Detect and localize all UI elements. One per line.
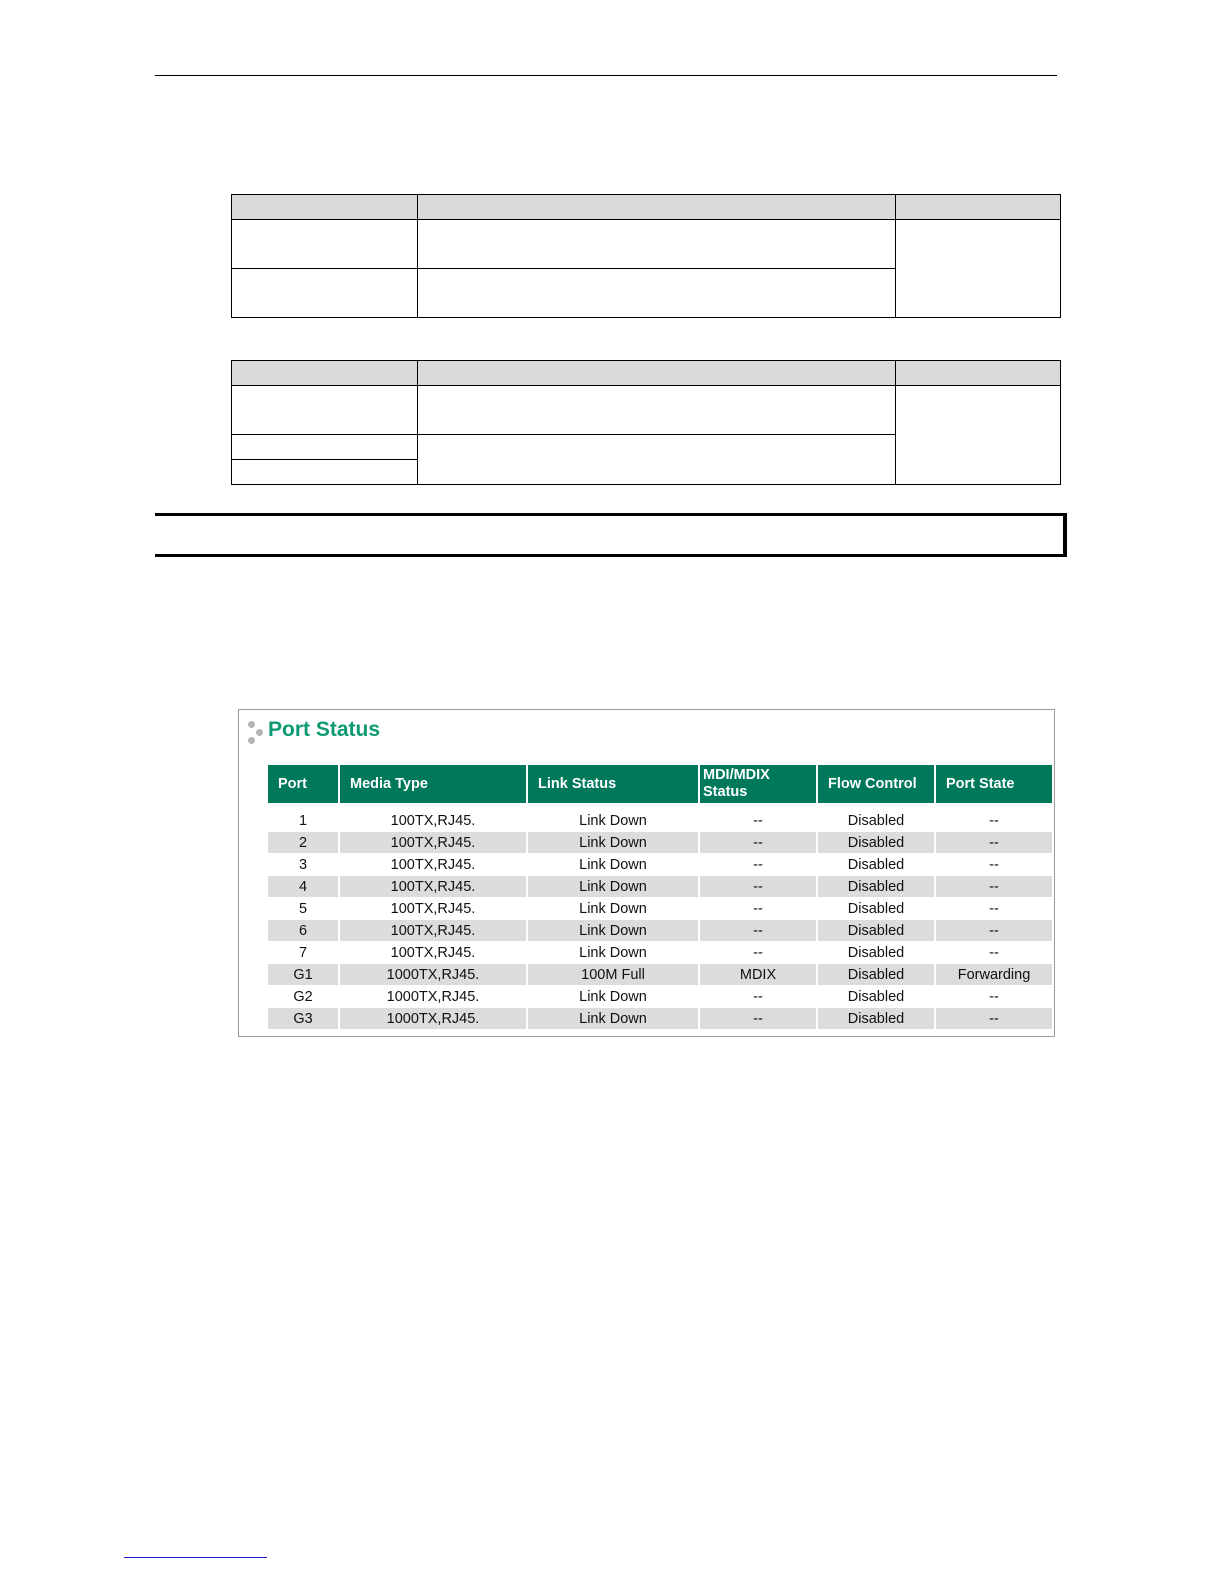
cell-port-state: -- [936, 876, 1052, 898]
cell-flow-control: Disabled [818, 854, 934, 876]
cell-port-state: Forwarding [936, 964, 1052, 986]
cell-mdi-mdix-status: -- [700, 898, 816, 920]
cell-port-state: -- [936, 832, 1052, 854]
column-header-media-type: Media Type [340, 765, 526, 810]
cell-link-status: Link Down [528, 920, 698, 942]
cell-flow-control: Disabled [818, 964, 934, 986]
cell-media-type: 100TX,RJ45. [340, 832, 526, 854]
cell-media-type: 100TX,RJ45. [340, 898, 526, 920]
cell-port: 1 [268, 810, 338, 832]
cell-mdi-mdix-status: -- [700, 1008, 816, 1030]
table-row [268, 810, 1052, 832]
table-row [268, 986, 1052, 1008]
cell-flow-control: Disabled [818, 810, 934, 832]
port-status-table [266, 765, 1054, 1030]
three-dot-bullet-icon [246, 721, 266, 745]
cell-flow-control: Disabled [818, 832, 934, 854]
cell-mdi-mdix-status: -- [700, 876, 816, 898]
cell-link-status: Link Down [528, 1008, 698, 1030]
cell-port-state: -- [936, 854, 1052, 876]
cell-port: 3 [268, 854, 338, 876]
cell-media-type: 100TX,RJ45. [340, 854, 526, 876]
table-row [268, 854, 1052, 876]
table-row [232, 386, 1061, 435]
cell-port: 7 [268, 942, 338, 964]
cell-link-status: 100M Full [528, 964, 698, 986]
cell-port-state: -- [936, 1008, 1052, 1030]
cell-port: 5 [268, 898, 338, 920]
table-row [268, 964, 1052, 986]
cell-port-state: -- [936, 810, 1052, 832]
table-header-row [232, 361, 1061, 386]
cell-link-status: Link Down [528, 810, 698, 832]
cell-port-state: -- [936, 898, 1052, 920]
port-status-rows [268, 810, 1052, 1030]
cell-link-status: Link Down [528, 898, 698, 920]
table-row [232, 220, 1061, 269]
cell-media-type: 1000TX,RJ45. [340, 964, 526, 986]
cell-flow-control: Disabled [818, 1008, 934, 1030]
settings-table-1 [231, 194, 1061, 318]
cell-flow-control: Disabled [818, 876, 934, 898]
cell-media-type: 100TX,RJ45. [340, 942, 526, 964]
page-header-rule [155, 75, 1057, 76]
cell-flow-control: Disabled [818, 920, 934, 942]
table-header-row [268, 765, 1052, 810]
cell-port-state: -- [936, 920, 1052, 942]
cell-port: 6 [268, 920, 338, 942]
cell-port: G2 [268, 986, 338, 1008]
cell-media-type: 1000TX,RJ45. [340, 986, 526, 1008]
cell-media-type: 100TX,RJ45. [340, 810, 526, 832]
footer-link-underline [124, 1557, 267, 1558]
table-header-row [232, 195, 1061, 220]
column-header-port: Port [268, 765, 338, 810]
cell-mdi-mdix-status: -- [700, 986, 816, 1008]
cell-mdi-mdix-status: MDIX [700, 964, 816, 986]
table-row [268, 942, 1052, 964]
cell-link-status: Link Down [528, 832, 698, 854]
cell-flow-control: Disabled [818, 986, 934, 1008]
cell-media-type: 1000TX,RJ45. [340, 1008, 526, 1030]
settings-table-2 [231, 360, 1061, 485]
table-row [268, 876, 1052, 898]
cell-link-status: Link Down [528, 942, 698, 964]
port-status-screenshot [238, 709, 1055, 1037]
column-header-mdi-mdix-status: MDI/MDIX Status [700, 765, 816, 810]
cell-port: 4 [268, 876, 338, 898]
cell-port: 2 [268, 832, 338, 854]
cell-link-status: Link Down [528, 876, 698, 898]
table-row [268, 920, 1052, 942]
cell-flow-control: Disabled [818, 942, 934, 964]
cell-media-type: 100TX,RJ45. [340, 920, 526, 942]
cell-mdi-mdix-status: -- [700, 854, 816, 876]
cell-media-type: 100TX,RJ45. [340, 876, 526, 898]
panel-title: Port Status [268, 718, 381, 741]
table-row [268, 898, 1052, 920]
table-row [268, 832, 1052, 854]
column-header-link-status: Link Status [528, 765, 698, 810]
cell-port: G1 [268, 964, 338, 986]
cell-link-status: Link Down [528, 854, 698, 876]
cell-mdi-mdix-status: -- [700, 832, 816, 854]
cell-link-status: Link Down [528, 986, 698, 1008]
cell-flow-control: Disabled [818, 898, 934, 920]
cell-port: G3 [268, 1008, 338, 1030]
cell-mdi-mdix-status: -- [700, 942, 816, 964]
cell-mdi-mdix-status: -- [700, 920, 816, 942]
column-header-flow-control: Flow Control [818, 765, 934, 810]
cell-port-state: -- [936, 942, 1052, 964]
cell-mdi-mdix-status: -- [700, 810, 816, 832]
section-heading-box [155, 513, 1067, 557]
column-header-port-state: Port State [936, 765, 1052, 810]
table-row [268, 1008, 1052, 1030]
cell-port-state: -- [936, 986, 1052, 1008]
